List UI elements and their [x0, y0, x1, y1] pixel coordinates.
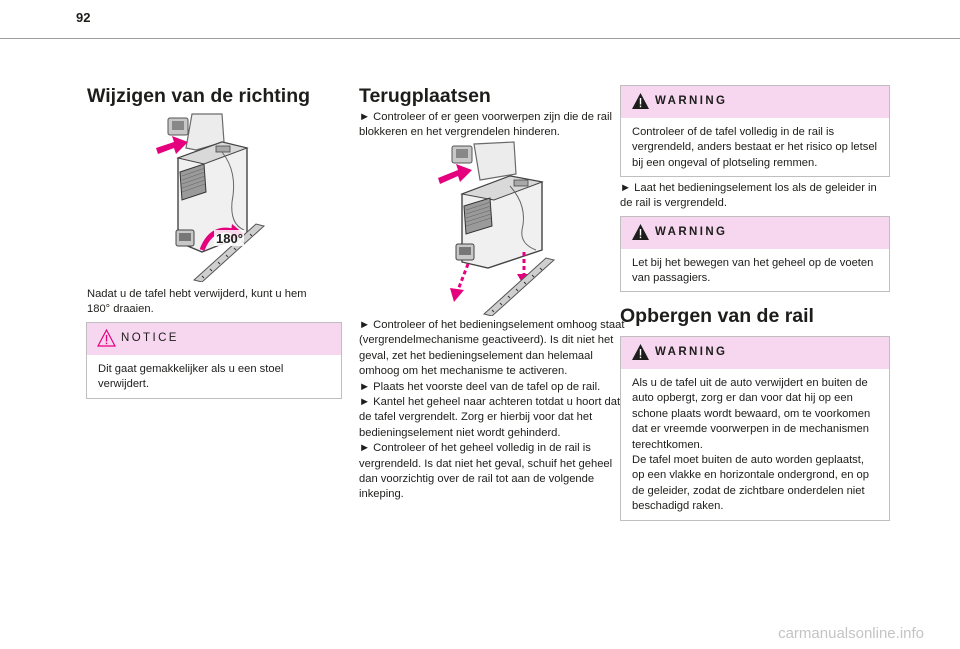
warning-3-body [621, 369, 889, 525]
left-paragraph: Nadat u de tafel hebt verwijderd, kunt u hem 180° draaien. [87, 288, 307, 316]
warning-triangle-icon [631, 223, 650, 241]
top-rule [0, 38, 960, 39]
right-step: ► Laat het bedieningselement los als de geleider in de rail is vergrendeld. [620, 182, 877, 210]
middle-step-3: ► Plaats het voorste deel van de tafel op de rail. [359, 380, 601, 393]
figure-label-180: 180° [216, 231, 243, 246]
figure-rotate-table [152, 112, 272, 282]
warning-3-title: WARNING [655, 346, 728, 358]
notice-triangle-icon [97, 329, 116, 347]
notice-text: Dit gaat gemakkelijker als u een stoel verwijdert. [98, 363, 284, 391]
warning-1-title: WARNING [655, 95, 728, 107]
warning-1-text: Controleer of de tafel volledig in de rail is vergrendeld, anders bestaat er het risico op letsel bij een ongeval of plotseling remmen. [632, 126, 878, 169]
middle-step-4: ► Kantel het geheel naar achteren totdat u hoort dat de tafel vergrendelt. Zorg er hierbij voor dat het bedieningselement niet wordt gehinderd. [359, 396, 621, 439]
footer-watermark: carmanualsonline.info [778, 625, 924, 642]
warning-3-paragraph-1: Als u de tafel uit de auto verwijdert en buiten de auto opbergt, zorg er dan voor dat hij op een schone plaats wordt bewaard, om te voorkomen dat er vreemde voorwerpen in de mechanismen terechtkomen. [632, 377, 871, 451]
notice-title: NOTICE [121, 332, 179, 344]
middle-step-5: ► Controleer of het geheel volledig in de rail is vergrendeld. Is dat niet het geval, schuif het geheel dan voorzichtig over de rail tot aan de volgende inkeping. [359, 442, 613, 501]
heading-store-rail: Opbergen van de rail [620, 305, 814, 327]
middle-steps [359, 318, 625, 503]
warning-box-1 [620, 85, 890, 177]
page-number: 92 [76, 10, 91, 25]
warning-3-paragraph-2: De tafel moet buiten de auto worden geplaatst, op een vlakke en horizontale ondergrond, en op de geleider, zodat de zichtbare onderdelen niet beschadigd raken. [632, 454, 869, 513]
figure-refit-table [428, 140, 558, 316]
heading-refit: Terugplaatsen [359, 85, 491, 107]
middle-step-2: ► Controleer of het bedieningselement omhoog staat (vergrendelmechanisme geactiveerd). Is dit niet het geval, zet het bedieningselement dan helemaal omhoog om het mechanisme te activeren. [359, 319, 625, 378]
warning-triangle-icon [631, 92, 650, 110]
warning-2-text: Let bij het bewegen van het geheel op de voeten van passagiers. [632, 257, 874, 285]
warning-2-title: WARNING [655, 226, 728, 238]
warning-triangle-icon [631, 343, 650, 361]
heading-change-direction: Wijzigen van de richting [87, 85, 311, 107]
middle-step-1: ► Controleer of er geen voorwerpen zijn die de rail blokkeren en het vergrendelen hinderen. [359, 111, 612, 139]
notice-box [86, 322, 342, 399]
warning-box-3 [620, 336, 890, 521]
warning-box-2 [620, 216, 890, 292]
